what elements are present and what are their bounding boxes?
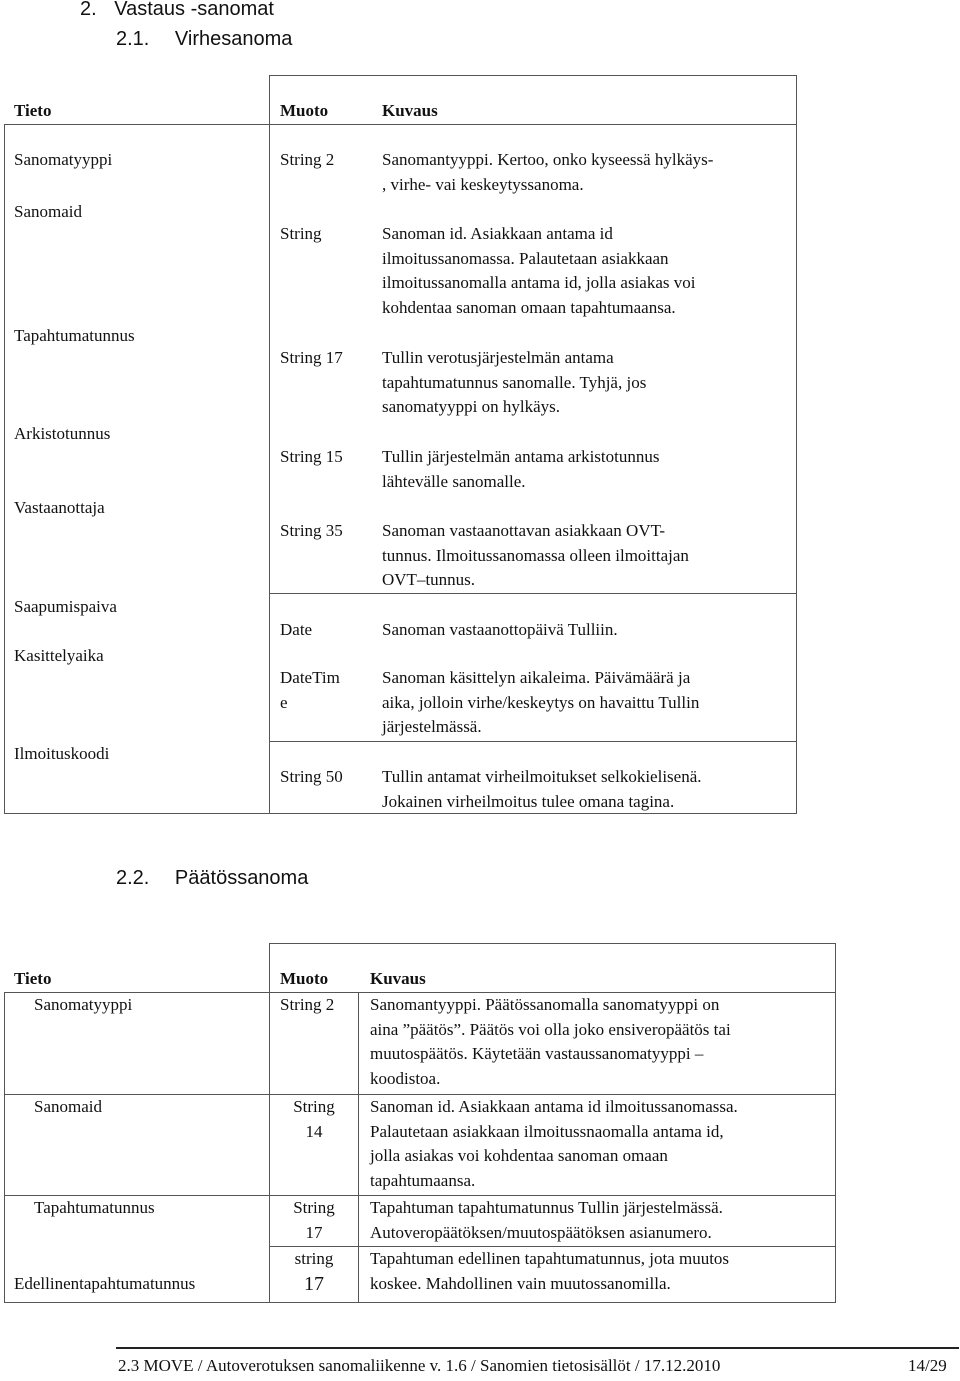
cell-tieto: Sanomatyyppi [34, 995, 133, 1014]
subsection-heading [116, 867, 308, 890]
cell-muoto [270, 1095, 358, 1144]
cell-tieto: Edellinentapahtumatunnus [14, 1274, 196, 1293]
cell-tieto: Arkistotunnus [14, 424, 111, 443]
kuvaus-line: koskee. Mahdollinen vain muutossanomilla. [370, 1273, 671, 1293]
kuvaus-line: Sanoman käsittelyn aikaleima. Päivämäärä ja [382, 668, 691, 687]
kuvaus-line: Sanomantyyppi. Päätössanomalla sanomatyyppi on [370, 995, 720, 1014]
kuvaus-line: Sanoman id. Asiakkaan antama id [382, 224, 613, 243]
footer-rule [116, 1347, 959, 1349]
section-title: Vastaus -sanomat [114, 0, 274, 20]
table-border [4, 992, 5, 1303]
kuvaus-line: kohdentaa sanoman omaan tapahtumaansa. [382, 297, 676, 317]
kuvaus-line: aika, jolloin virhe/keskeytys on havaittu Tullin [382, 692, 700, 712]
kuvaus-line: aina ”päätös”. Päätös voi olla joko ensiveropäätös tai [370, 1019, 731, 1039]
cell-tieto: Tapahtumatunnus [14, 326, 135, 345]
kuvaus-line: Tullin antamat virheilmoitukset selkokielisenä. [382, 767, 702, 786]
kuvaus-line: koodistoa. [370, 1068, 441, 1088]
cell-tieto: Sanomaid [14, 202, 82, 221]
kuvaus-line: tapahtumaansa. [370, 1170, 476, 1190]
cell-muoto: String 50 [280, 767, 343, 786]
cell-muoto-line: 17 [304, 1272, 324, 1295]
subsection-number: 2.2. [116, 867, 150, 889]
cell-kuvaus [370, 1196, 723, 1245]
cell-kuvaus [382, 222, 696, 320]
cell-tieto: Kasittelyaika [14, 646, 104, 665]
cell-muoto: String 35 [280, 521, 343, 540]
kuvaus-line: Palautetaan asiakkaan ilmoitussnaomalla antama id, [370, 1121, 724, 1141]
kuvaus-line: sanomatyyppi on hylkäys. [382, 397, 561, 416]
cell-kuvaus [382, 618, 618, 643]
cell-kuvaus [382, 519, 689, 593]
kuvaus-line: Tapahtuman edellinen tapahtumatunnus, jota muutos [370, 1249, 730, 1268]
kuvaus-line: Sanomantyyppi. Kertoo, onko kyseessä hylkäys- [382, 150, 714, 169]
cell-tieto: Saapumispaiva [14, 597, 117, 616]
section-number: 2. [80, 0, 97, 20]
page-number: 14/29 [908, 1356, 947, 1375]
cell-tieto: Sanomatyyppi [14, 150, 113, 169]
table-border [269, 75, 796, 76]
cell-tieto: Sanomaid [34, 1097, 102, 1116]
cell-kuvaus [370, 993, 731, 1091]
cell-tieto: Vastaanottaja [14, 498, 105, 517]
kuvaus-line: Sanoman id. Asiakkaan antama id ilmoitussanomassa. [370, 1097, 738, 1116]
table-border [796, 75, 797, 814]
table-border [269, 741, 796, 742]
cell-muoto-line: 17 [305, 1222, 323, 1242]
table-border [269, 593, 796, 594]
table-border [269, 75, 270, 814]
header-muoto: Muoto [280, 969, 329, 988]
cell-muoto: String [280, 224, 322, 243]
kuvaus-line: , virhe- vai keskeytyssanoma. [382, 174, 584, 194]
cell-muoto-line: 14 [305, 1121, 323, 1141]
kuvaus-line: Sanoman vastaanottopäivä Tulliin. [382, 620, 618, 639]
kuvaus-line: muutospäätös. Käytetään vastaussanomatyyppi – [370, 1044, 704, 1063]
table-border [835, 943, 836, 1303]
kuvaus-line: Tullin verotusjärjestelmän antama [382, 348, 614, 367]
table-border [4, 1302, 835, 1303]
kuvaus-line: lähtevälle sanomalle. [382, 471, 526, 491]
header-tieto: Tieto [14, 101, 52, 120]
cell-muoto: String 17 [280, 348, 343, 367]
cell-muoto: String 15 [280, 447, 343, 466]
cell-muoto [280, 666, 340, 715]
kuvaus-line: OVT–tunnus. [382, 570, 476, 589]
cell-muoto: Date [280, 620, 313, 639]
table-border [358, 992, 359, 1303]
cell-muoto: String 2 [280, 150, 335, 169]
kuvaus-line: Tapahtuman tapahtumatunnus Tullin järjestelmässä. [370, 1198, 723, 1217]
cell-kuvaus [382, 148, 713, 197]
kuvaus-line: ilmoitussanomalla antama id, jolla asiakas voi [382, 273, 696, 292]
cell-kuvaus [382, 765, 702, 814]
kuvaus-line: tapahtumatunnus sanomalle. Tyhjä, jos [382, 372, 647, 392]
kuvaus-line: Tullin järjestelmän antama arkistotunnus [382, 447, 660, 466]
cell-muoto: String 2 [280, 995, 335, 1014]
header-tieto: Tieto [14, 969, 52, 988]
kuvaus-line: Jokainen virheilmoitus tulee omana tagina. [382, 791, 675, 811]
footer-text: 2.3 MOVE / Autoverotuksen sanomaliikenne v. 1.6 / Sanomien tietosisällöt / 17.12.2010 [118, 1356, 721, 1375]
subsection-title: Virhesanoma [174, 28, 293, 50]
subsection-number: 2.1. [116, 28, 150, 50]
kuvaus-line: Autoveropäätöksen/muutospäätöksen asianumero. [370, 1222, 712, 1242]
header-muoto: Muoto [280, 101, 329, 120]
cell-kuvaus [370, 1095, 738, 1193]
header-kuvaus: Kuvaus [370, 969, 426, 988]
cell-muoto [270, 1247, 358, 1296]
kuvaus-line: ilmoitussanomassa. Palautetaan asiakkaan [382, 248, 669, 268]
cell-muoto-line: String [293, 1198, 335, 1217]
cell-tieto: Tapahtumatunnus [34, 1198, 155, 1217]
header-kuvaus: Kuvaus [382, 101, 438, 120]
cell-muoto-line: String [293, 1097, 335, 1116]
cell-kuvaus [382, 346, 646, 420]
cell-tieto: Ilmoituskoodi [14, 744, 110, 763]
kuvaus-line: jolla asiakas voi kohdentaa sanoman omaan [370, 1146, 668, 1165]
cell-kuvaus [370, 1247, 729, 1296]
table-border [4, 124, 5, 814]
kuvaus-line: järjestelmässä. [382, 717, 482, 736]
kuvaus-line: Sanoman vastaanottavan asiakkaan OVT- [382, 521, 666, 540]
cell-muoto-line: e [280, 692, 288, 712]
section-heading [80, 0, 274, 21]
table-border [269, 943, 835, 944]
subsection-heading [116, 28, 292, 51]
cell-muoto [270, 1196, 358, 1245]
cell-kuvaus [382, 445, 659, 494]
table-border [4, 124, 796, 125]
subsection-title: Päätössanoma [174, 867, 309, 889]
cell-muoto-line: DateTim [280, 668, 340, 687]
cell-kuvaus [382, 666, 699, 740]
cell-muoto-line: string [294, 1249, 334, 1268]
kuvaus-line: tunnus. Ilmoitussanomassa olleen ilmoittajan [382, 545, 689, 565]
